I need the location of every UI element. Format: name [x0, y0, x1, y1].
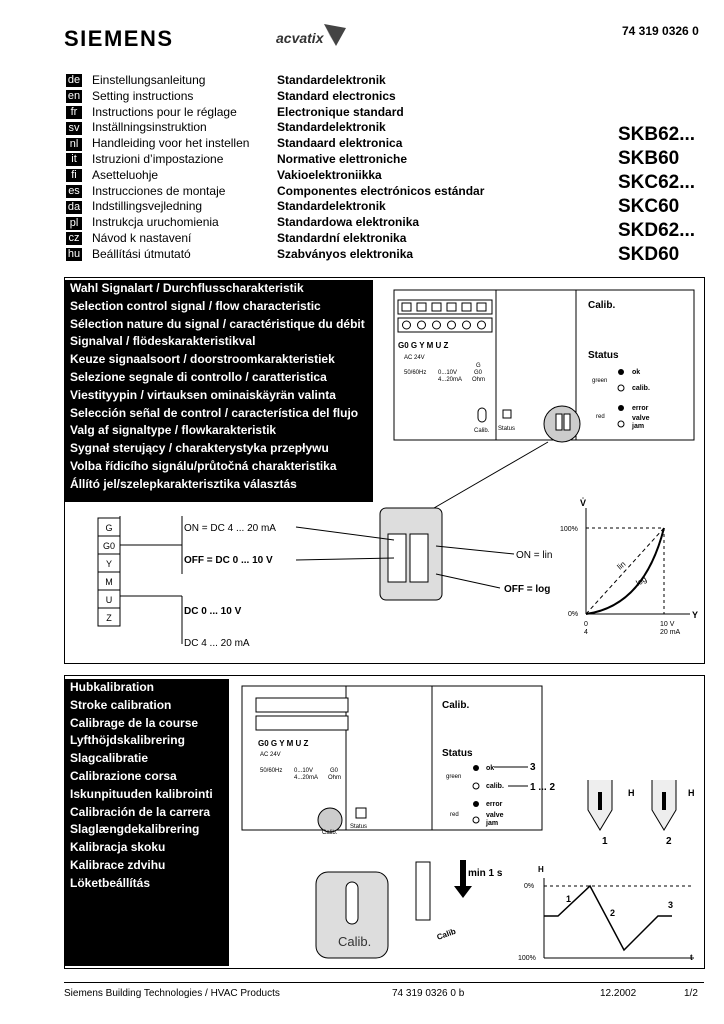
terminal-screw-icon: [403, 321, 411, 329]
language-code: pl: [66, 217, 82, 230]
language-doc-title: Handleiding voor het instellen: [92, 136, 250, 151]
footer-docref: 74 319 0326 0 b: [392, 988, 465, 999]
language-row: [66, 231, 407, 247]
language-code: sv: [66, 122, 82, 135]
svg-text:2: 2: [666, 836, 672, 847]
svg-text:Ohm: Ohm: [328, 775, 342, 781]
svg-text:error: error: [486, 801, 503, 808]
siemens-logo: SIEMENS: [64, 26, 174, 51]
terminal-label: G0: [102, 541, 116, 551]
svg-text:0: 0: [584, 621, 588, 628]
signal-on-label: ON = DC 4 ... 20 mA: [184, 523, 276, 534]
section-title-line: Selection control signal / flow characteristic: [70, 298, 321, 313]
svg-text:0...10V: 0...10V: [294, 768, 314, 774]
section-title-line: Wahl Signalart / Durchflusscharakteristik: [70, 281, 304, 295]
svg-text:lin: lin: [615, 559, 628, 572]
language-row: [66, 152, 408, 168]
calib-large-label: Calib.: [338, 934, 372, 949]
svg-text:50/60Hz: 50/60Hz: [260, 768, 283, 774]
svg-text:red: red: [596, 414, 605, 420]
svg-text:Calib.: Calib.: [442, 700, 470, 711]
language-code: hu: [67, 248, 81, 261]
language-doc-title: Indstillingsvejledning: [92, 199, 203, 214]
svg-text:Status: Status: [442, 748, 473, 759]
language-code: da: [67, 200, 81, 213]
terminal-slot: [432, 303, 441, 311]
signal-selection-titles: [65, 280, 373, 502]
svg-text:0%: 0%: [568, 611, 579, 618]
section-title-line: Selezione segnale di controllo / caratteristica: [70, 369, 327, 384]
svg-text:calib.: calib.: [486, 783, 504, 790]
range-label: 0...10V: [438, 370, 458, 376]
language-row: [66, 120, 386, 136]
language-row: [66, 246, 414, 263]
svg-text:log: log: [634, 574, 649, 588]
language-product: Standardelektronik: [277, 73, 386, 87]
section-title-line: Volba řídicího signálu/průtočná charakteristika: [70, 458, 337, 473]
model-name: SKC60: [618, 196, 680, 217]
terminal-label: G: [105, 523, 113, 533]
product-line-logo: acvatix: [276, 30, 324, 46]
language-doc-title: Inställningsinstruktion: [92, 120, 207, 135]
terminal-slot: [462, 303, 471, 311]
language-product: Szabványos elektronika: [277, 246, 414, 261]
stroke-calibration-diagram: [232, 676, 702, 966]
language-doc-title: Beállítási útmutató: [92, 246, 191, 261]
svg-text:G0: G0: [330, 768, 339, 774]
min-time-label: min 1 s: [468, 868, 503, 879]
terminal-label: M: [105, 577, 113, 587]
terminal-label: Z: [106, 613, 112, 623]
u-range-1-label: DC 0 ... 10 V: [184, 606, 242, 617]
svg-text:ok: ok: [632, 369, 641, 376]
screwdriver-icon: [416, 862, 430, 920]
terminal-screw-icon: [433, 321, 441, 329]
svg-text:jam: jam: [632, 423, 645, 430]
footer-page: 1/2: [684, 988, 698, 999]
language-code: es: [66, 185, 82, 198]
g0-label: G0: [474, 370, 483, 376]
language-product: Standaard elektronica: [277, 136, 403, 151]
ac-label: AC 24V: [404, 355, 425, 361]
acvatix-logo-icon: [322, 22, 348, 48]
terminal-label: Y: [105, 559, 113, 569]
step-ok-label: 3: [530, 762, 536, 773]
section-title-line: Lyfthöjdskalibrering: [70, 733, 185, 748]
language-code: fr: [66, 106, 82, 119]
language-doc-title: Istruzioni d’impostazione: [92, 152, 224, 166]
footer-date: 12.2002: [600, 988, 637, 999]
section-title-line: Slagcalibratie: [70, 751, 149, 766]
terminal-screw-icon: [463, 321, 471, 329]
svg-text:t: t: [690, 953, 693, 962]
section-title-line: Kalibrace zdvihu: [70, 857, 166, 872]
svg-text:0%: 0%: [524, 883, 535, 890]
model-name: SKD60: [618, 244, 680, 265]
language-row: [66, 88, 396, 105]
svg-text:G0 G Y M U Z: G0 G Y M U Z: [258, 739, 309, 748]
terminal-slot: [402, 303, 411, 311]
svg-text:red: red: [450, 812, 459, 818]
section-title-line: Sygnał sterujący / charakterystyka przepływu: [70, 441, 329, 456]
terminal-slot: [477, 303, 486, 311]
press-arrow-icon: [454, 860, 472, 898]
section-title-line: Löketbeállítás: [70, 875, 151, 890]
section-title-line: Kalibracja skoku: [70, 840, 166, 855]
svg-text:ok: ok: [486, 765, 495, 772]
language-code: en: [67, 90, 81, 103]
svg-text:100%: 100%: [560, 526, 578, 533]
language-product: Vakioelektroniikka: [277, 167, 382, 182]
section-title-line: Hubkalibration: [70, 680, 155, 694]
section-title-line: Calibrazione corsa: [70, 768, 177, 783]
ohm-label: Ohm: [472, 377, 486, 383]
section-title-line: Slaglængdekalibrering: [70, 822, 200, 837]
language-product: Componentes electrónicos estándar: [277, 183, 485, 198]
svg-text:green: green: [592, 378, 608, 384]
svg-text:error: error: [632, 405, 649, 412]
section-title-line: Keuze signaalsoort / doorstroomkarakteristiek: [70, 352, 335, 367]
svg-text:AC 24V: AC 24V: [260, 752, 281, 758]
svg-text:1: 1: [566, 894, 572, 904]
language-row: [66, 167, 382, 184]
hz-label: 50/60Hz: [404, 370, 427, 376]
svg-text:1: 1: [602, 836, 608, 847]
footer-rule: [64, 982, 704, 983]
language-code: de: [67, 74, 81, 87]
section-title-line: Valg af signaltype / flowkarakteristik: [70, 423, 277, 438]
svg-text:20 mA: 20 mA: [660, 629, 681, 636]
panel-status-label: Status: [588, 350, 619, 361]
step-calib-label: 1 ... 2: [530, 782, 556, 793]
svg-text:Y: Y: [692, 610, 699, 620]
svg-text:Status: Status: [350, 824, 368, 830]
range2-label: 4...20mA: [438, 377, 463, 383]
svg-text:4: 4: [584, 629, 588, 636]
language-product: Normative elettroniche: [277, 152, 408, 166]
calib-button-zoom-icon: [318, 808, 342, 832]
terminal-screw-icon: [478, 321, 486, 329]
language-code: fi: [66, 169, 82, 182]
language-product: Electronique standard: [277, 104, 404, 119]
svg-text:valve: valve: [632, 415, 650, 422]
language-row: [66, 136, 403, 152]
svg-text:10 V: 10 V: [660, 621, 675, 628]
section-title-line: Signalval / flödeskarakteristikval: [70, 334, 256, 349]
svg-text:calib.: calib.: [632, 385, 650, 392]
language-doc-title: Einstellungsanleitung: [92, 73, 206, 87]
u-range-2-label: DC 4 ... 20 mA: [184, 638, 250, 649]
stroke-calibration-titles: [65, 679, 229, 966]
section-title-line: Calibrage de la course: [70, 715, 199, 730]
language-code: nl: [66, 138, 82, 151]
g-label: G: [476, 363, 481, 369]
svg-text:H: H: [538, 865, 544, 874]
language-code: it: [66, 153, 82, 166]
section-title-line: Selección señal de control / característica del flujo: [70, 405, 359, 420]
language-product: Standardní elektronika: [277, 231, 407, 245]
model-name: SKC62...: [618, 172, 696, 193]
language-product: Standardowa elektronika: [277, 215, 420, 230]
language-doc-title: Instructions pour le réglage: [92, 104, 237, 119]
stroke-time-graph: [518, 865, 694, 962]
svg-text:4...20mA: 4...20mA: [294, 775, 319, 781]
terminal-slot: [417, 303, 426, 311]
terminal-labels: G0 G Y M U Z: [398, 341, 449, 350]
section-title-line: Stroke calibration: [70, 697, 172, 712]
section-title-line: Calibración de la carrera: [70, 804, 211, 819]
svg-text:100%: 100%: [518, 955, 536, 962]
off-log-label: OFF = log: [504, 584, 551, 595]
status-led-label: Status: [498, 426, 516, 432]
svg-text:Calib.: Calib.: [322, 830, 338, 836]
language-doc-title: Setting instructions: [92, 88, 194, 103]
svg-text:valve: valve: [486, 812, 504, 819]
section-title-line: Sélection nature du signal / caractéristique du débit: [70, 316, 365, 331]
svg-text:V̇: V̇: [580, 498, 587, 508]
language-row: [66, 215, 420, 231]
svg-text:H: H: [628, 788, 635, 798]
language-product: Standardelektronik: [277, 199, 386, 214]
footer-company: Siemens Building Technologies / HVAC Products: [64, 988, 280, 999]
language-doc-title: Návod k nastavení: [92, 231, 192, 245]
svg-text:3: 3: [668, 900, 674, 910]
model-name: SKB62...: [618, 124, 696, 145]
terminal-screw-icon: [448, 321, 456, 329]
terminal-slot: [447, 303, 456, 311]
model-name: SKD62...: [618, 220, 696, 241]
language-row: [66, 104, 404, 121]
calib-button-label: Calib.: [474, 428, 490, 434]
svg-text:jam: jam: [486, 820, 499, 827]
language-row: [66, 73, 386, 89]
signal-off-label: OFF = DC 0 ... 10 V: [184, 555, 273, 566]
language-row: [66, 183, 485, 200]
svg-text:green: green: [446, 774, 462, 780]
signal-wiring-diagram: [64, 496, 703, 662]
section-title-line: Állító jel/szelepkarakterisztika választás: [70, 476, 297, 491]
svg-text:H: H: [688, 788, 695, 798]
terminal-screw-icon: [418, 321, 426, 329]
svg-text:2: 2: [610, 908, 616, 918]
language-doc-title: Instrucciones de montaje: [92, 183, 226, 198]
on-lin-label: ON = lin: [516, 550, 553, 561]
language-product: Standardelektronik: [277, 120, 386, 135]
svg-text:Calib: Calib: [435, 926, 458, 942]
section-title-line: Viestityypin / virtauksen ominaiskäyrän valinta: [70, 387, 336, 402]
model-name: SKB60: [618, 148, 680, 169]
section-title-line: Iskunpituuden kalibrointi: [70, 786, 213, 801]
document-number: 74 319 0326 0: [622, 24, 699, 38]
flow-characteristic-graph: [560, 498, 698, 636]
language-product: Standard electronics: [277, 88, 396, 103]
language-doc-title: Instrukcja uruchomienia: [92, 215, 219, 230]
panel-calib-label: Calib.: [588, 300, 616, 311]
language-code: cz: [66, 232, 82, 245]
terminal-label: U: [105, 595, 113, 605]
language-row: [66, 199, 386, 215]
language-doc-title: Asetteluohje: [92, 167, 159, 182]
